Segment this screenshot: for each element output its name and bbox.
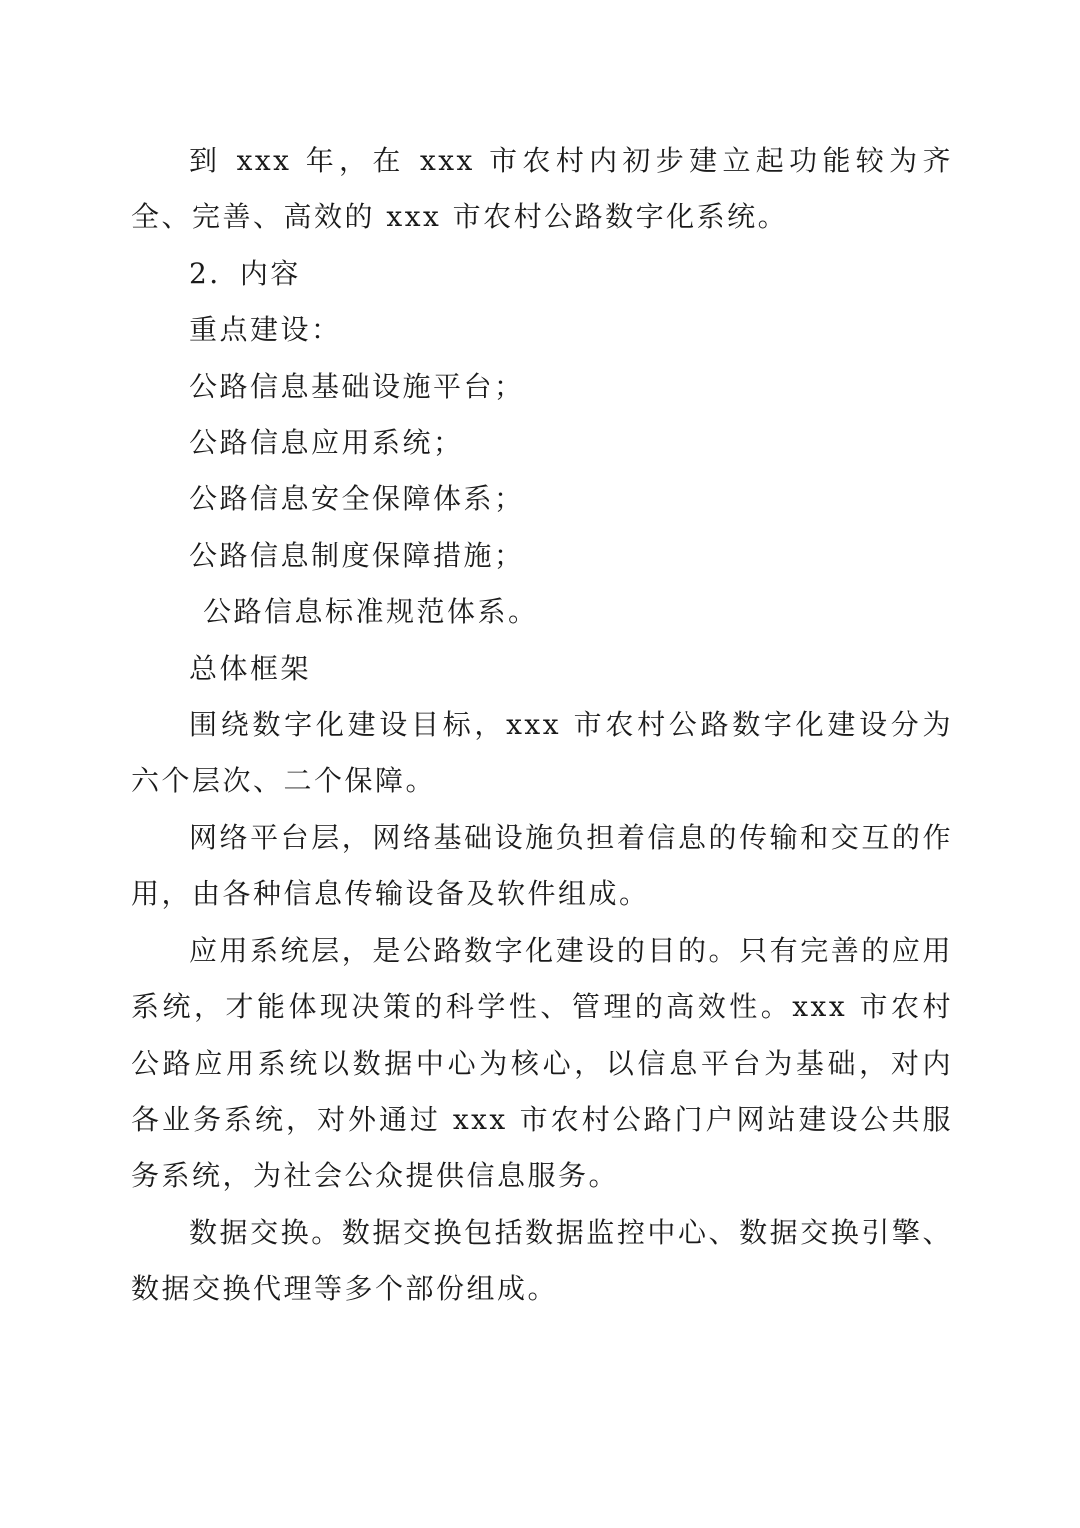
list-item: 公路信息应用系统；: [189, 426, 464, 460]
paragraph-framework-overview: 围绕数字化建设目标，xxx 市农村公路数字化建设分为六个层次、二个保障。: [131, 708, 953, 798]
list-item: 公路信息制度保障措施；: [189, 538, 525, 572]
list-item: 公路信息标准规范体系。: [203, 595, 539, 629]
list-item: 公路信息安全保障体系；: [189, 482, 525, 516]
list-item: 公路信息基础设施平台；: [189, 369, 525, 403]
paragraph-goal: 到 xxx 年，在 xxx 市农村内初步建立起功能较为齐全、完善、高效的 xxx 市农村公路数字化系统。: [131, 144, 953, 234]
document-body: [131, 133, 953, 1318]
section-heading-content: 2．内容: [189, 256, 301, 290]
section-heading-framework: 总体框架: [189, 651, 312, 685]
paragraph-data-exchange: 数据交换。数据交换包括数据监控中心、数据交换引擎、数据交换代理等多个部份组成。: [131, 1215, 953, 1306]
paragraph-application-layer: 应用系统层，是公路数字化建设的目的。只有完善的应用系统，才能体现决策的科学性、管理的高效性。xxx 市农村公路应用系统以数据中心为核心，以信息平台为基础，对内各业务系统，对外通过 xxx 市农村公路门户网站建设公共服务系统，为社会公众提供信息服务。: [131, 933, 953, 1193]
paragraph-network-layer: 网络平台层，网络基础设施负担着信息的传输和交互的作用，由各种信息传输设备及软件组成。: [131, 820, 953, 911]
paragraph-key-construction: 重点建设：: [189, 313, 342, 347]
